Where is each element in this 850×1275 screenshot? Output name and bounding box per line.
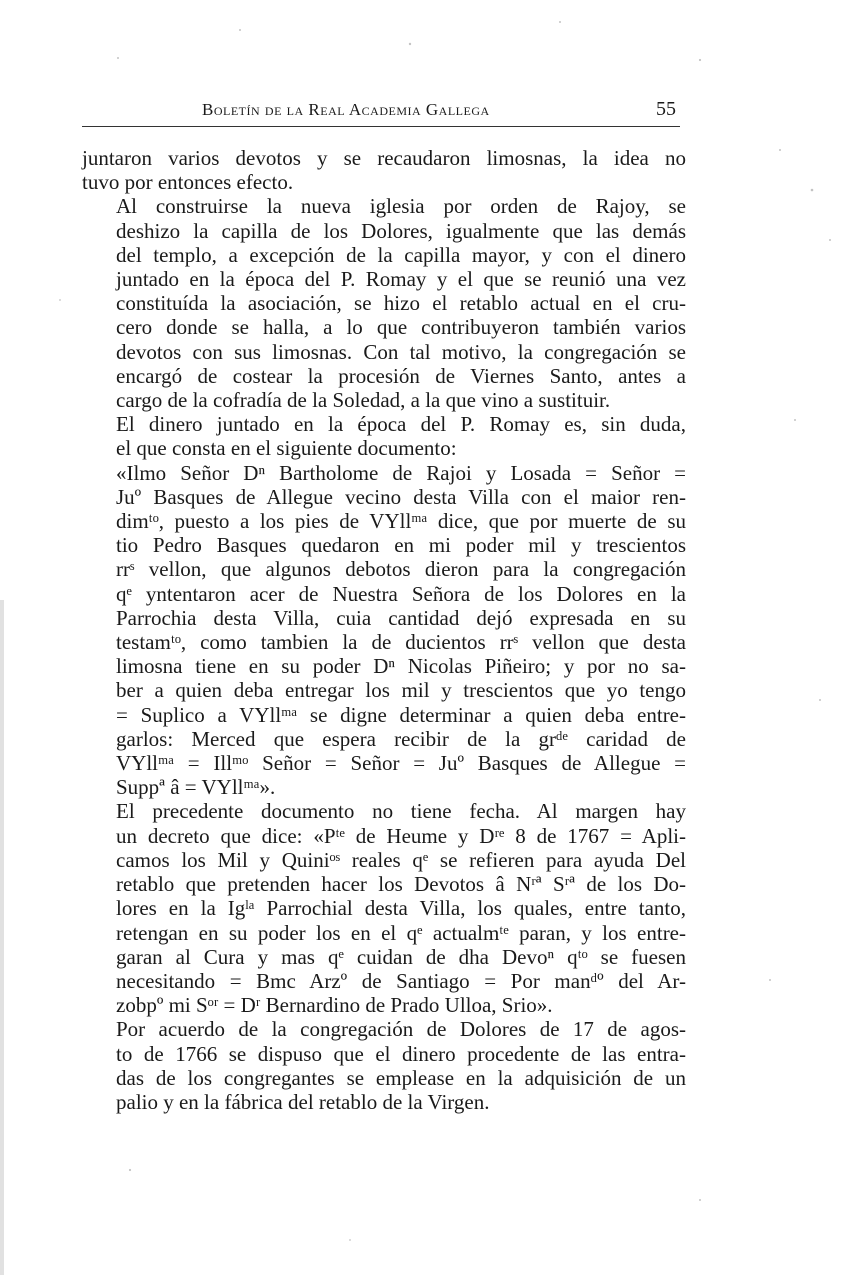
- text-line: garlos: Merced que espera recibir de la grᵈᵉ caridad de: [116, 726, 686, 751]
- text-line: El dinero juntado en la época del P. Romay es, sin duda,: [116, 412, 686, 437]
- text-line: del templo, a excepción de la capilla mayor, y con el dinero: [116, 242, 686, 267]
- text-line: necesitando = Bmc Arzº de Santiago = Por manᵈº del Ar-: [116, 968, 686, 993]
- text-line: palio y en la fábrica del retablo de la Virgen.: [116, 1089, 490, 1114]
- text-line: testamᵗᵒ, como tambien la de ducientos rrˢ vellon que desta: [116, 630, 686, 655]
- text-line: un decreto que dice: «Pᵗᵉ de Heume y Dʳᵉ 8 de 1767 = Apli-: [116, 823, 686, 848]
- text-line: camos los Mil y Quiniᵒˢ reales qᵉ se refieren para ayuda Del: [116, 847, 686, 872]
- text-line: VYllᵐᵃ = Illᵐᵒ Señor = Señor = Juº Basques de Allegue =: [116, 751, 686, 776]
- text-line: lores en la Igˡᵃ Parrochial desta Villa, los quales, entre tanto,: [116, 896, 686, 921]
- text-line: encargó de costear la procesión de Viernes Santo, antes a: [116, 363, 686, 388]
- paragraph: [82, 194, 686, 412]
- paragraph: [82, 1017, 686, 1114]
- text-line: cero donde se halla, a lo que contribuyeron también varios: [116, 315, 686, 340]
- text-line: qᵉ yntentaron acer de Nuestra Señora de los Dolores en la: [116, 581, 686, 606]
- paragraph: [82, 412, 686, 460]
- page-number: 55: [656, 98, 676, 120]
- text-line: to de 1766 se dispuso que el dinero procedente de las entra-: [116, 1041, 686, 1066]
- text-line: El precedente documento no tiene fecha. Al margen hay: [116, 799, 686, 824]
- text-line: tio Pedro Basques quedaron en mi poder mil y trescientos: [116, 533, 686, 558]
- text-line: tuvo por entonces efecto.: [82, 170, 294, 195]
- text-line: devotos con sus limosnas. Con tal motivo, la congregación se: [116, 339, 686, 364]
- running-head: Boletín de la Real Academia Gallega: [202, 100, 490, 119]
- text-line: zobpº mi Sᵒʳ = Dʳ Bernardino de Prado Ulloa, Srio».: [116, 993, 553, 1018]
- text-line: «Ilmo Señor Dⁿ Bartholome de Rajoi y Losada = Señor =: [116, 460, 686, 485]
- text-line: cargo de la cofradía de la Soledad, a la que vino a sustituir.: [116, 388, 611, 413]
- paragraph: [82, 799, 686, 1017]
- text-line: Suppª â = VYllᵐᵃ».: [116, 775, 276, 800]
- text-line: juntaron varios devotos y se recaudaron limosnas, la idea no: [82, 146, 686, 170]
- text-line: el que consta en el siguiente documento:: [116, 436, 457, 461]
- text-line: constituída la asociación, se hizo el retablo actual en el cru-: [116, 291, 686, 316]
- paragraph: [82, 461, 686, 800]
- text-line: Por acuerdo de la congregación de Dolores de 17 de agos-: [116, 1017, 686, 1042]
- body-text: [82, 146, 686, 1114]
- text-line: ber a quien deba entregar los mil y trescientos que yo tengo: [116, 678, 686, 703]
- text-line: das de los congregantes se emplease en la adquisición de un: [116, 1065, 686, 1090]
- text-line: juntado en la época del P. Romay y el que se reunió una vez: [116, 267, 686, 292]
- text-line: retablo que pretenden hacer los Devotos â Nʳª Sʳª de los Do-: [116, 872, 686, 897]
- text-line: Juº Basques de Allegue vecino desta Villa con el maior ren-: [116, 484, 686, 509]
- page-header: [82, 98, 680, 127]
- text-line: deshizo la capilla de los Dolores, igualmente que las demás: [116, 218, 686, 243]
- text-line: limosna tiene en su poder Dⁿ Nicolas Piñeiro; y por no sa-: [116, 654, 686, 679]
- paragraph: [82, 146, 686, 194]
- text-line: dimᵗᵒ, puesto a los pies de VYllᵐᵃ dice, que por muerte de su: [116, 509, 686, 534]
- text-line: garan al Cura y mas qᵉ cuidan de dha Devoⁿ qᵗᵒ se fuesen: [116, 944, 686, 969]
- text-line: Parrochia desta Villa, cuia cantidad dejó expresada en su: [116, 605, 686, 630]
- text-line: rrˢ vellon, que algunos debotos dieron para la congregación: [116, 557, 686, 582]
- text-line: = Suplico a VYllᵐᵃ se digne determinar a quien deba entre-: [116, 702, 686, 727]
- text-line: retengan en su poder los en el qᵉ actualmᵗᵉ paran, y los entre-: [116, 920, 686, 945]
- text-line: Al construirse la nueva iglesia por orden de Rajoy, se: [116, 194, 686, 219]
